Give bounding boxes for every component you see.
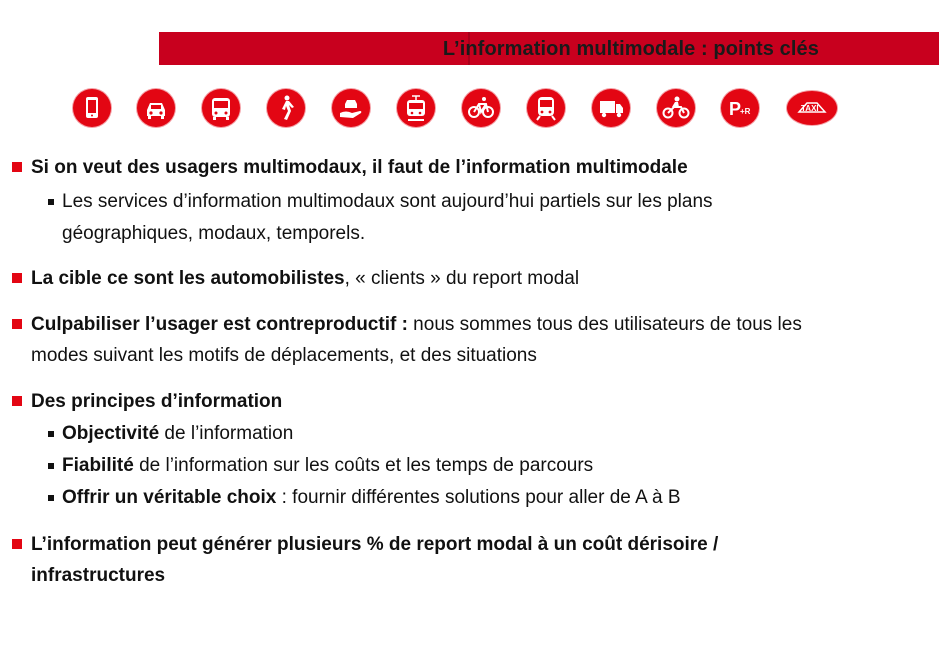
- list-item-bold-text: infrastructures: [31, 565, 166, 586]
- motorcycle-icon: [657, 89, 695, 127]
- park-and-ride-p-text: P: [729, 99, 742, 119]
- park-and-ride-r-text: +R: [740, 107, 751, 116]
- black-bullet-square: [48, 495, 54, 501]
- list-item: [12, 152, 939, 183]
- list-subitem-continuation: [48, 218, 928, 250]
- taxi-icon: [787, 91, 837, 125]
- list-item: [12, 309, 939, 340]
- list-subitem-text: : fournir différentes solutions pour aller de A à B: [276, 487, 681, 508]
- list-item-text: , « clients » du report modal: [344, 268, 580, 289]
- truck-icon: [592, 89, 630, 127]
- red-bullet-square: [12, 396, 22, 406]
- pedestrian-icon: [267, 89, 305, 127]
- carpool-hand-car-icon: [332, 89, 370, 127]
- list-subitem-text: de l’information: [159, 423, 294, 444]
- park-and-ride-icon: [721, 89, 759, 127]
- list-subitem: [48, 418, 928, 450]
- list-subitem-bold-text: Offrir un véritable choix: [62, 487, 277, 508]
- black-bullet-square: [48, 463, 54, 469]
- list-subitem-text: géographiques, modaux, temporels.: [62, 223, 366, 244]
- list-subitem: [48, 450, 928, 482]
- list-subitem-bold-text: Objectivité: [62, 423, 160, 444]
- list-item-text: modes suivant les motifs de déplacements, et des situations: [31, 345, 537, 366]
- list-subitem-text: Les services d’information multimodaux sont aujourd’hui partiels sur les plans: [62, 191, 713, 212]
- red-bullet-square: [12, 273, 22, 283]
- list-item: [12, 386, 939, 417]
- list-subitem: [48, 482, 928, 514]
- red-bullet-square: [12, 539, 22, 549]
- list-item-bold-text: La cible ce sont les automobilistes: [31, 268, 345, 289]
- red-bullet-square: [12, 162, 22, 172]
- list-item: [12, 529, 939, 560]
- page-title: L’information multimodale : points clés: [442, 38, 819, 60]
- list-subitem-bold-text: Fiabilité: [62, 455, 134, 476]
- list-item-bold-text: Culpabiliser l’usager est contreproductif :: [31, 314, 408, 335]
- car-icon: [137, 89, 175, 127]
- list-item: [12, 263, 939, 294]
- black-bullet-square: [48, 199, 54, 205]
- list-item-continuation: [12, 560, 939, 591]
- list-item-bold-text: Si on veut des usagers multimodaux, il faut de l’information multimodale: [31, 157, 688, 178]
- transport-icons-row: [0, 89, 939, 129]
- list-subitem: [48, 186, 928, 218]
- black-bullet-square: [48, 431, 54, 437]
- phone-info-icon: [73, 89, 111, 127]
- bicycle-icon: [462, 89, 500, 127]
- list-item-text: nous sommes tous des utilisateurs de tous les: [407, 314, 802, 335]
- metro-icon: [527, 89, 565, 127]
- bus-icon: [202, 89, 240, 127]
- list-subitem-text: de l’information sur les coûts et les temps de parcours: [133, 455, 594, 476]
- tram-icon: [397, 89, 435, 127]
- taxi-text: TAXI: [801, 104, 819, 113]
- red-bullet-square: [12, 319, 22, 329]
- list-item-bold-text: Des principes d’information: [31, 391, 283, 412]
- list-item-continuation: [12, 340, 939, 371]
- list-item-bold-text: L’information peut générer plusieurs % de report modal à un coût dérisoire /: [31, 534, 719, 555]
